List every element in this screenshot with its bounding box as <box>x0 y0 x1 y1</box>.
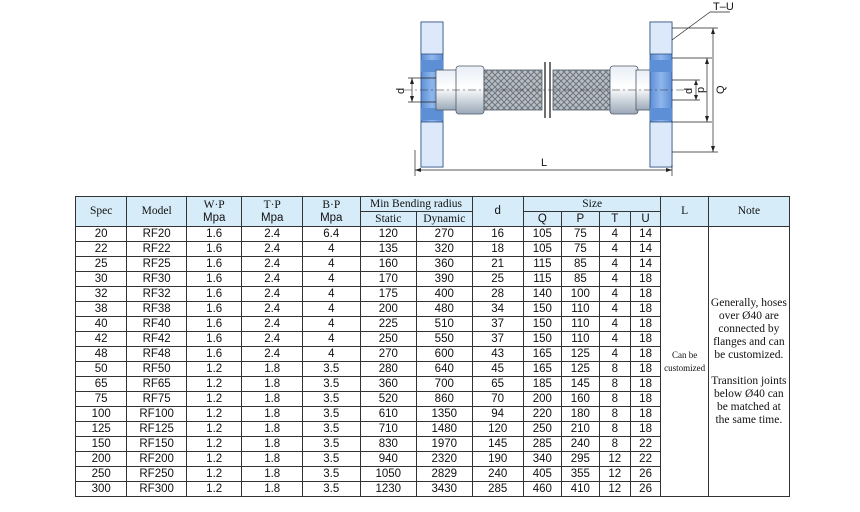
table-cell: 1.8 <box>242 452 303 467</box>
label-t-u: T–U <box>713 1 734 13</box>
table-cell: 1.8 <box>242 392 303 407</box>
note-line: be matched at <box>716 400 781 413</box>
table-cell: 2.4 <box>242 347 303 362</box>
table-cell: 1.6 <box>186 347 241 362</box>
table-cell: 400 <box>417 287 472 302</box>
table-cell: RF125 <box>127 422 187 437</box>
table-cell: 30 <box>76 272 127 287</box>
l-customized-cell <box>661 227 708 497</box>
table-cell: 285 <box>523 437 561 452</box>
table-cell: 50 <box>76 362 127 377</box>
table-cell: 20 <box>76 227 127 242</box>
table-cell: 4 <box>303 287 361 302</box>
table-cell: 12 <box>599 452 630 467</box>
table-cell: RF42 <box>127 332 187 347</box>
table-header <box>76 197 790 227</box>
table-cell: RF75 <box>127 392 187 407</box>
table-cell: 18 <box>630 392 661 407</box>
table-cell: 105 <box>523 242 561 257</box>
table-cell: 85 <box>561 272 599 287</box>
table-cell: 4 <box>303 272 361 287</box>
header-tp <box>242 197 303 227</box>
table-cell: 4 <box>303 242 361 257</box>
table-cell: 3.5 <box>303 377 361 392</box>
header-model: Model <box>127 197 187 227</box>
table-cell: 40 <box>76 317 127 332</box>
table-cell: 240 <box>472 467 523 482</box>
table-cell: 1.2 <box>186 482 241 497</box>
header-size: Size <box>523 197 661 212</box>
table-cell: 2829 <box>417 467 472 482</box>
table-cell: 28 <box>472 287 523 302</box>
table-cell: 125 <box>561 362 599 377</box>
table-cell: 1.2 <box>186 467 241 482</box>
table-cell: RF250 <box>127 467 187 482</box>
table-cell: 160 <box>360 257 417 272</box>
table-cell: 18 <box>630 377 661 392</box>
table-cell: 700 <box>417 377 472 392</box>
table-cell: 2320 <box>417 452 472 467</box>
table-cell: 18 <box>630 302 661 317</box>
table-cell: 200 <box>523 392 561 407</box>
table-cell: 34 <box>472 302 523 317</box>
table-cell: 1.2 <box>186 377 241 392</box>
table-cell: 250 <box>360 332 417 347</box>
table-cell: RF150 <box>127 437 187 452</box>
table-cell: 480 <box>417 302 472 317</box>
header-note: Note <box>708 197 789 227</box>
label-d-left: d <box>395 87 407 94</box>
table-cell: 1.6 <box>186 227 241 242</box>
table-cell: 2.4 <box>242 287 303 302</box>
table-cell: 295 <box>561 452 599 467</box>
table-cell: 100 <box>561 287 599 302</box>
table-cell: 1.8 <box>242 437 303 452</box>
table-cell: 300 <box>76 482 127 497</box>
table-cell: 1970 <box>417 437 472 452</box>
table-cell: 150 <box>76 437 127 452</box>
table-cell: 4 <box>303 257 361 272</box>
table-cell: 135 <box>360 242 417 257</box>
table-cell: 3.5 <box>303 452 361 467</box>
table-cell: 390 <box>417 272 472 287</box>
table-cell: 1.8 <box>242 482 303 497</box>
table-cell: 37 <box>472 317 523 332</box>
table-cell: 12 <box>599 467 630 482</box>
table-cell: 1.2 <box>186 452 241 467</box>
note-line: over Ø40 are <box>718 309 779 322</box>
table-cell: 1480 <box>417 422 472 437</box>
table-cell: 1.2 <box>186 392 241 407</box>
table-cell: RF22 <box>127 242 187 257</box>
table-cell: 38 <box>76 302 127 317</box>
table-cell: 200 <box>76 452 127 467</box>
table-cell: 3.5 <box>303 482 361 497</box>
table-cell: 2.4 <box>242 317 303 332</box>
table-cell: 940 <box>360 452 417 467</box>
note-line: connected by <box>718 322 780 335</box>
table-cell: 32 <box>76 287 127 302</box>
table-cell: 1.6 <box>186 272 241 287</box>
table-cell: 225 <box>360 317 417 332</box>
table-cell: 110 <box>561 302 599 317</box>
table-cell: RF38 <box>127 302 187 317</box>
table-cell: RF25 <box>127 257 187 272</box>
note-line: below Ø40 can <box>714 387 784 400</box>
table-cell: 4 <box>599 227 630 242</box>
table-cell: 355 <box>561 467 599 482</box>
table-cell: 4 <box>303 302 361 317</box>
table-cell: 150 <box>523 317 561 332</box>
table-cell: 3.5 <box>303 437 361 452</box>
table-cell: 3.5 <box>303 407 361 422</box>
table-cell: 43 <box>472 347 523 362</box>
table-cell: 26 <box>630 467 661 482</box>
table-cell: 4 <box>599 347 630 362</box>
l-note-line: Can be <box>671 349 698 360</box>
header-wp <box>186 197 241 227</box>
table-cell: 4 <box>303 332 361 347</box>
table-cell: 150 <box>523 332 561 347</box>
table-cell: 160 <box>561 392 599 407</box>
table-cell: 1.8 <box>242 362 303 377</box>
table-cell: 2.4 <box>242 257 303 272</box>
table-cell: 270 <box>417 227 472 242</box>
table-cell: 8 <box>599 362 630 377</box>
table-cell: 190 <box>472 452 523 467</box>
table-cell: 210 <box>561 422 599 437</box>
table-cell: 18 <box>630 362 661 377</box>
table-cell: 150 <box>523 302 561 317</box>
table-cell: 1.8 <box>242 467 303 482</box>
table-cell: 75 <box>561 242 599 257</box>
table-cell: 3.5 <box>303 422 361 437</box>
table-cell: 200 <box>360 302 417 317</box>
table-cell: 185 <box>523 377 561 392</box>
table-cell: 25 <box>472 272 523 287</box>
specification-table <box>75 196 790 497</box>
table-cell: 640 <box>417 362 472 377</box>
table-cell: 8 <box>599 392 630 407</box>
table-cell: 12 <box>599 482 630 497</box>
table-cell: 4 <box>303 347 361 362</box>
table-cell: 37 <box>472 332 523 347</box>
table-cell: 250 <box>523 422 561 437</box>
table-cell: 1.6 <box>186 302 241 317</box>
table-cell: 26 <box>630 482 661 497</box>
table-cell: 340 <box>523 452 561 467</box>
table-body <box>76 227 790 497</box>
table-cell: 94 <box>472 407 523 422</box>
label-q: Q <box>715 85 727 94</box>
table-cell: 4 <box>303 317 361 332</box>
table-cell: 2.4 <box>242 272 303 287</box>
note-line: Generally, hoses <box>710 296 787 309</box>
table-cell: 22 <box>630 437 661 452</box>
table-cell: 1350 <box>417 407 472 422</box>
table-cell: 105 <box>523 227 561 242</box>
table-cell: 4 <box>599 272 630 287</box>
header-l: L <box>661 197 708 227</box>
header-spec: Spec <box>76 197 127 227</box>
table-cell: RF100 <box>127 407 187 422</box>
table-cell: 270 <box>360 347 417 362</box>
table-cell: 2.4 <box>242 227 303 242</box>
table-cell: 65 <box>472 377 523 392</box>
table-cell: 14 <box>630 242 661 257</box>
table-cell: RF48 <box>127 347 187 362</box>
table-cell: 460 <box>523 482 561 497</box>
table-cell: 18 <box>630 272 661 287</box>
table-cell: 115 <box>523 257 561 272</box>
table-cell: 1230 <box>360 482 417 497</box>
header-t: T <box>599 212 630 227</box>
note-cell <box>708 227 789 497</box>
table-cell: 610 <box>360 407 417 422</box>
table-cell: 510 <box>417 317 472 332</box>
table-cell: RF50 <box>127 362 187 377</box>
table-cell: 830 <box>360 437 417 452</box>
table-cell: 14 <box>630 227 661 242</box>
table-cell: RF300 <box>127 482 187 497</box>
note-line: be customized. <box>714 348 784 361</box>
table-cell: 4 <box>599 302 630 317</box>
table-cell: 1050 <box>360 467 417 482</box>
table-cell: RF40 <box>127 317 187 332</box>
table-cell: 1.2 <box>186 362 241 377</box>
table-cell: 8 <box>599 407 630 422</box>
table-cell: 4 <box>599 317 630 332</box>
table-cell: 360 <box>360 377 417 392</box>
note-line: the same time. <box>715 413 783 426</box>
table-cell: 45 <box>472 362 523 377</box>
header-u: U <box>630 212 661 227</box>
header-tp-label: T·P <box>263 198 281 211</box>
table-cell: RF20 <box>127 227 187 242</box>
table-cell: 4 <box>599 242 630 257</box>
l-note-line: customized <box>664 362 706 373</box>
table-cell: 1.6 <box>186 242 241 257</box>
table-cell: 2.4 <box>242 302 303 317</box>
table-cell: 21 <box>472 257 523 272</box>
table-cell: 320 <box>417 242 472 257</box>
header-p: P <box>561 212 599 227</box>
table-cell: 18 <box>630 332 661 347</box>
table-cell: 1.2 <box>186 422 241 437</box>
table-cell: 1.6 <box>186 287 241 302</box>
table-cell: 22 <box>76 242 127 257</box>
table-cell: 120 <box>360 227 417 242</box>
table-cell: 1.2 <box>186 437 241 452</box>
table-cell: 3.5 <box>303 392 361 407</box>
table-cell: 600 <box>417 347 472 362</box>
table-cell: 4 <box>599 332 630 347</box>
header-d: d <box>472 197 523 227</box>
table-cell: 1.8 <box>242 377 303 392</box>
table-cell: 250 <box>76 467 127 482</box>
table-cell: 860 <box>417 392 472 407</box>
table-cell: 8 <box>599 437 630 452</box>
table-cell: 180 <box>561 407 599 422</box>
table-cell: 360 <box>417 257 472 272</box>
label-p: p <box>695 86 707 93</box>
table-cell: 100 <box>76 407 127 422</box>
table-cell: 125 <box>76 422 127 437</box>
header-static: Static <box>360 212 417 227</box>
table-cell: 145 <box>561 377 599 392</box>
table-cell: 520 <box>360 392 417 407</box>
header-q: Q <box>523 212 561 227</box>
table-cell: 170 <box>360 272 417 287</box>
table-cell: 285 <box>472 482 523 497</box>
table-cell: 2.4 <box>242 332 303 347</box>
note-line: Transition joints <box>711 374 787 387</box>
header-bp-label: B·P <box>322 198 341 211</box>
table-cell: 18 <box>630 317 661 332</box>
table-cell: 14 <box>630 257 661 272</box>
table-cell: 70 <box>472 392 523 407</box>
header-bending-radius: Min Bending radius <box>360 197 472 212</box>
table-cell: 1.6 <box>186 257 241 272</box>
table-cell: 410 <box>561 482 599 497</box>
table-cell: 165 <box>523 347 561 362</box>
header-dynamic: Dynamic <box>417 212 472 227</box>
table-cell: 125 <box>561 347 599 362</box>
table-cell: 1.2 <box>186 407 241 422</box>
table-cell: 48 <box>76 347 127 362</box>
table-cell: 8 <box>599 422 630 437</box>
header-wp-label: W·P <box>203 198 225 211</box>
table-cell: 110 <box>561 317 599 332</box>
label-l: L <box>541 157 548 169</box>
table-cell: 710 <box>360 422 417 437</box>
table-cell: 1.6 <box>186 332 241 347</box>
table-cell: 2.4 <box>242 242 303 257</box>
table-cell: 42 <box>76 332 127 347</box>
table-cell: 3430 <box>417 482 472 497</box>
table-cell: 1.8 <box>242 422 303 437</box>
table-cell: 145 <box>472 437 523 452</box>
table-cell: 16 <box>472 227 523 242</box>
header-bp-unit: Mpa <box>320 211 343 224</box>
table-cell: 550 <box>417 332 472 347</box>
header-wp-unit: Mpa <box>202 211 226 224</box>
table-cell: 75 <box>561 227 599 242</box>
table-cell: 8 <box>599 377 630 392</box>
table-row <box>76 227 790 242</box>
table-cell: 75 <box>76 392 127 407</box>
table-cell: 220 <box>523 407 561 422</box>
table-cell: 18 <box>472 242 523 257</box>
header-tp-unit: Mpa <box>261 211 284 224</box>
table-cell: RF200 <box>127 452 187 467</box>
right-flange <box>650 22 672 167</box>
table-cell: 140 <box>523 287 561 302</box>
table-cell: 4 <box>599 257 630 272</box>
header-bp <box>303 197 361 227</box>
table-cell: 120 <box>472 422 523 437</box>
table-cell: RF65 <box>127 377 187 392</box>
note-line: flanges and can <box>713 335 785 348</box>
table-cell: RF32 <box>127 287 187 302</box>
table-cell: 110 <box>561 332 599 347</box>
table-cell: 22 <box>630 452 661 467</box>
table-cell: 6.4 <box>303 227 361 242</box>
table-cell: 3.5 <box>303 362 361 377</box>
table-cell: 175 <box>360 287 417 302</box>
table-cell: 85 <box>561 257 599 272</box>
hose-assembly-diagram <box>0 0 860 190</box>
table-cell: 65 <box>76 377 127 392</box>
table-cell: 165 <box>523 362 561 377</box>
table-cell: RF30 <box>127 272 187 287</box>
table-cell: 25 <box>76 257 127 272</box>
note-spacer <box>711 362 787 375</box>
table-cell: 240 <box>561 437 599 452</box>
table-cell: 115 <box>523 272 561 287</box>
table-cell: 1.8 <box>242 407 303 422</box>
table-cell: 18 <box>630 422 661 437</box>
table-cell: 4 <box>599 287 630 302</box>
table-cell: 18 <box>630 407 661 422</box>
table-cell: 280 <box>360 362 417 377</box>
table-cell: 3.5 <box>303 467 361 482</box>
table-cell: 18 <box>630 287 661 302</box>
table-cell: 405 <box>523 467 561 482</box>
table-cell: 1.6 <box>186 317 241 332</box>
table-cell: 18 <box>630 347 661 362</box>
label-d-right: d <box>683 87 695 94</box>
